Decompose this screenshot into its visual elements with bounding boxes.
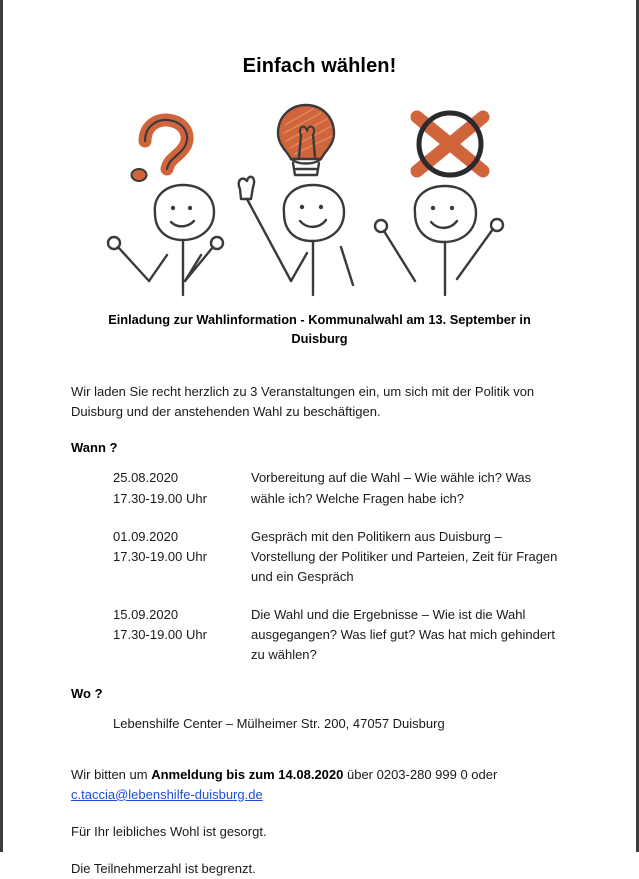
capacity-note: Die Teilnehmerzahl ist begrenzt. bbox=[71, 861, 256, 877]
question-mark-icon bbox=[131, 120, 187, 181]
document-subtitle: Einladung zur Wahlinformation - Kommunalwahl am 13. September in Duisburg bbox=[108, 312, 531, 346]
catering-note: Für Ihr leibliches Wohl ist gesorgt. bbox=[71, 823, 267, 839]
event-date: 15.09.2020 bbox=[113, 607, 179, 623]
registration-block bbox=[71, 765, 568, 879]
registration-deadline: Anmeldung bis zum 14.08.2020 bbox=[151, 766, 344, 782]
illustration-container bbox=[71, 95, 568, 295]
registration-lead: Wir bitten um bbox=[71, 766, 152, 782]
event-row bbox=[71, 605, 568, 665]
events-list bbox=[71, 468, 568, 665]
intro-paragraph: Wir laden Sie recht herzlich zu 3 Veranstaltungen ein, um sich mit der Politik von Duisburg und der anstehenden Wahl zu beschäftigen. bbox=[71, 384, 535, 420]
event-time: 17.30-19.00 Uhr bbox=[113, 627, 207, 643]
event-when bbox=[71, 605, 251, 665]
registration-email-link[interactable]: c.taccia@lebenshilfe-duisburg.de bbox=[71, 786, 263, 802]
ballot-cross-icon bbox=[417, 113, 483, 175]
event-row bbox=[71, 527, 568, 587]
hand-drawn-voters-illustration bbox=[95, 95, 545, 295]
page-title: Einfach wählen! bbox=[242, 55, 397, 77]
registration-paragraph bbox=[71, 765, 568, 805]
when-section-heading: Wann ? bbox=[71, 440, 118, 456]
event-description: Vorbereitung auf die Wahl – Wie wähle ich? Was wähle ich? Welche Fragen habe ich? bbox=[251, 470, 532, 506]
page-content bbox=[3, 0, 636, 879]
lightbulb-icon bbox=[278, 105, 334, 175]
event-time: 17.30-19.00 Uhr bbox=[113, 490, 207, 506]
event-when bbox=[71, 527, 251, 587]
event-description: Gespräch mit den Politikern aus Duisburg – Vorstellung der Politiker und Parteien, Zeit für Fragen und ein Gespräch bbox=[251, 528, 558, 584]
event-date: 01.09.2020 bbox=[113, 528, 179, 544]
event-when bbox=[71, 468, 251, 508]
event-row bbox=[71, 468, 568, 508]
event-time: 17.30-19.00 Uhr bbox=[113, 548, 207, 564]
event-description: Die Wahl und die Ergebnisse – Wie ist die Wahl ausgegangen? Was lief gut? Was hat mich gehindert zu wählen? bbox=[251, 607, 555, 663]
event-date: 25.08.2020 bbox=[113, 470, 179, 486]
registration-phone-text: über 0203-280 999 0 oder bbox=[343, 766, 498, 782]
venue-address: Lebenshilfe Center – Mülheimer Str. 200, 47057 Duisburg bbox=[113, 715, 445, 731]
where-section-heading: Wo ? bbox=[71, 685, 103, 701]
